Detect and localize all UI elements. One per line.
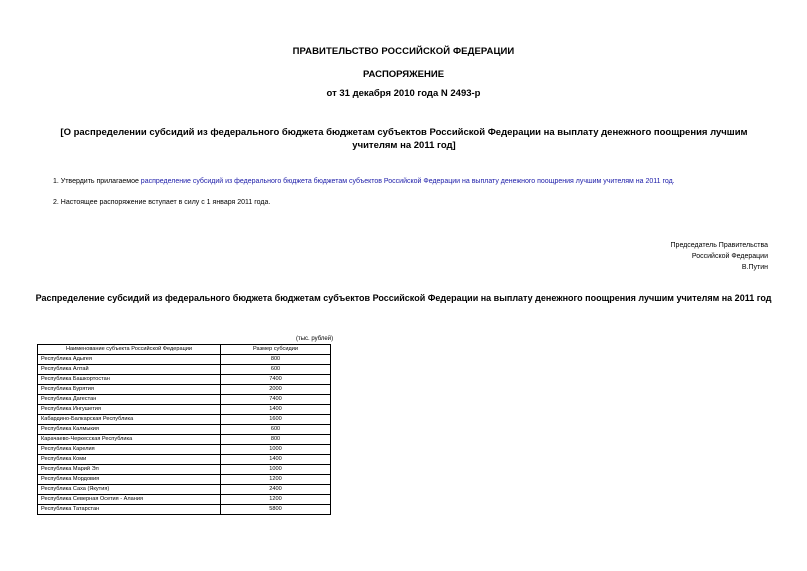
appendix-title: Распределение субсидий из федерального бюджета бюджетам субъектов Российской Федерации на выплату денежного поощрения лучшим учителям на 2011 год xyxy=(35,293,772,303)
units-label: (тыс. рублей) xyxy=(296,336,334,342)
signature-line-2: Российской Федерации xyxy=(691,253,768,260)
table-row xyxy=(38,495,331,505)
table-body xyxy=(38,355,331,515)
subsidy-amount-cell: 7400 xyxy=(221,395,331,405)
item-2 xyxy=(53,199,270,206)
doc-type-heading: РАСПОРЯЖЕНИЕ xyxy=(362,69,445,80)
column-header-amount: Размер субсидии xyxy=(221,345,331,355)
table-row xyxy=(38,375,331,385)
subsidy-amount-cell: 1000 xyxy=(221,445,331,455)
table-row xyxy=(38,355,331,365)
table-row xyxy=(38,505,331,515)
region-name-cell: Республика Бурятия xyxy=(38,385,221,395)
subsidy-table xyxy=(37,344,331,515)
table-row xyxy=(38,465,331,475)
region-name-cell: Республика Башкортостан xyxy=(38,375,221,385)
table-row xyxy=(38,485,331,495)
region-name-cell: Республика Алтай xyxy=(38,365,221,375)
region-name-cell: Республика Мордовия xyxy=(38,475,221,485)
subsidy-amount-cell: 1200 xyxy=(221,495,331,505)
document-title: [О распределении субсидий из федерального бюджета бюджетам субъектов Российской Федерации на выплату денежного поощрения лучшим учителям на 2011 год] xyxy=(60,127,748,151)
subsidy-amount-cell: 1400 xyxy=(221,455,331,465)
region-name-cell: Карачаево-Черкесская Республика xyxy=(38,435,221,445)
table-row xyxy=(38,455,331,465)
region-name-cell: Республика Калмыкия xyxy=(38,425,221,435)
table-row xyxy=(38,365,331,375)
table-header-row xyxy=(38,345,331,355)
region-name-cell: Республика Марий Эл xyxy=(38,465,221,475)
subsidy-amount-cell: 2000 xyxy=(221,385,331,395)
signature-line-1: Председатель Правительства xyxy=(670,242,768,249)
region-name-cell: Кабардино-Балкарская Республика xyxy=(38,415,221,425)
region-name-cell: Республика Татарстан xyxy=(38,505,221,515)
region-name-cell: Республика Ингушетия xyxy=(38,405,221,415)
item-2-text: 2. Настоящее распоряжение вступает в силу с 1 января 2011 года. xyxy=(53,199,271,206)
table-row xyxy=(38,395,331,405)
subsidy-amount-cell: 1000 xyxy=(221,465,331,475)
distribution-link[interactable]: распределение субсидий из федерального бюджета бюджетам субъектов Российской Федерации на выплату денежного поощрения лучшим учителям на 2011 год. xyxy=(140,178,675,185)
subsidy-amount-cell: 1400 xyxy=(221,405,331,415)
region-name-cell: Республика Саха (Якутия) xyxy=(38,485,221,495)
table-row xyxy=(38,405,331,415)
subsidy-amount-cell: 7400 xyxy=(221,375,331,385)
subsidy-amount-cell: 600 xyxy=(221,365,331,375)
subsidy-amount-cell: 5800 xyxy=(221,505,331,515)
table-row xyxy=(38,385,331,395)
column-header-region: Наименование субъекта Российской Федерации xyxy=(38,345,221,355)
table-row xyxy=(38,475,331,485)
table-row xyxy=(38,435,331,445)
subsidy-amount-cell: 1200 xyxy=(221,475,331,485)
subsidy-amount-cell: 800 xyxy=(221,355,331,365)
table-row xyxy=(38,445,331,455)
subsidy-amount-cell: 600 xyxy=(221,425,331,435)
signature-name: В.Путин xyxy=(741,264,768,271)
table-row xyxy=(38,425,331,435)
region-name-cell: Республика Северная Осетия - Алания xyxy=(38,495,221,505)
signature-block xyxy=(671,240,768,273)
subsidy-amount-cell: 1600 xyxy=(221,415,331,425)
table-row xyxy=(38,415,331,425)
government-heading: ПРАВИТЕЛЬСТВО РОССИЙСКОЙ ФЕДЕРАЦИИ xyxy=(292,46,515,57)
date-number-heading: от 31 декабря 2010 года N 2493-р xyxy=(326,88,481,99)
region-name-cell: Республика Адыгея xyxy=(38,355,221,365)
region-name-cell: Республика Дагестан xyxy=(38,395,221,405)
item-1 xyxy=(53,178,675,185)
region-name-cell: Республика Коми xyxy=(38,455,221,465)
subsidy-amount-cell: 800 xyxy=(221,435,331,445)
item-1-text: 1. Утвердить прилагаемое xyxy=(53,178,141,185)
region-name-cell: Республика Карелия xyxy=(38,445,221,455)
subsidy-amount-cell: 2400 xyxy=(221,485,331,495)
